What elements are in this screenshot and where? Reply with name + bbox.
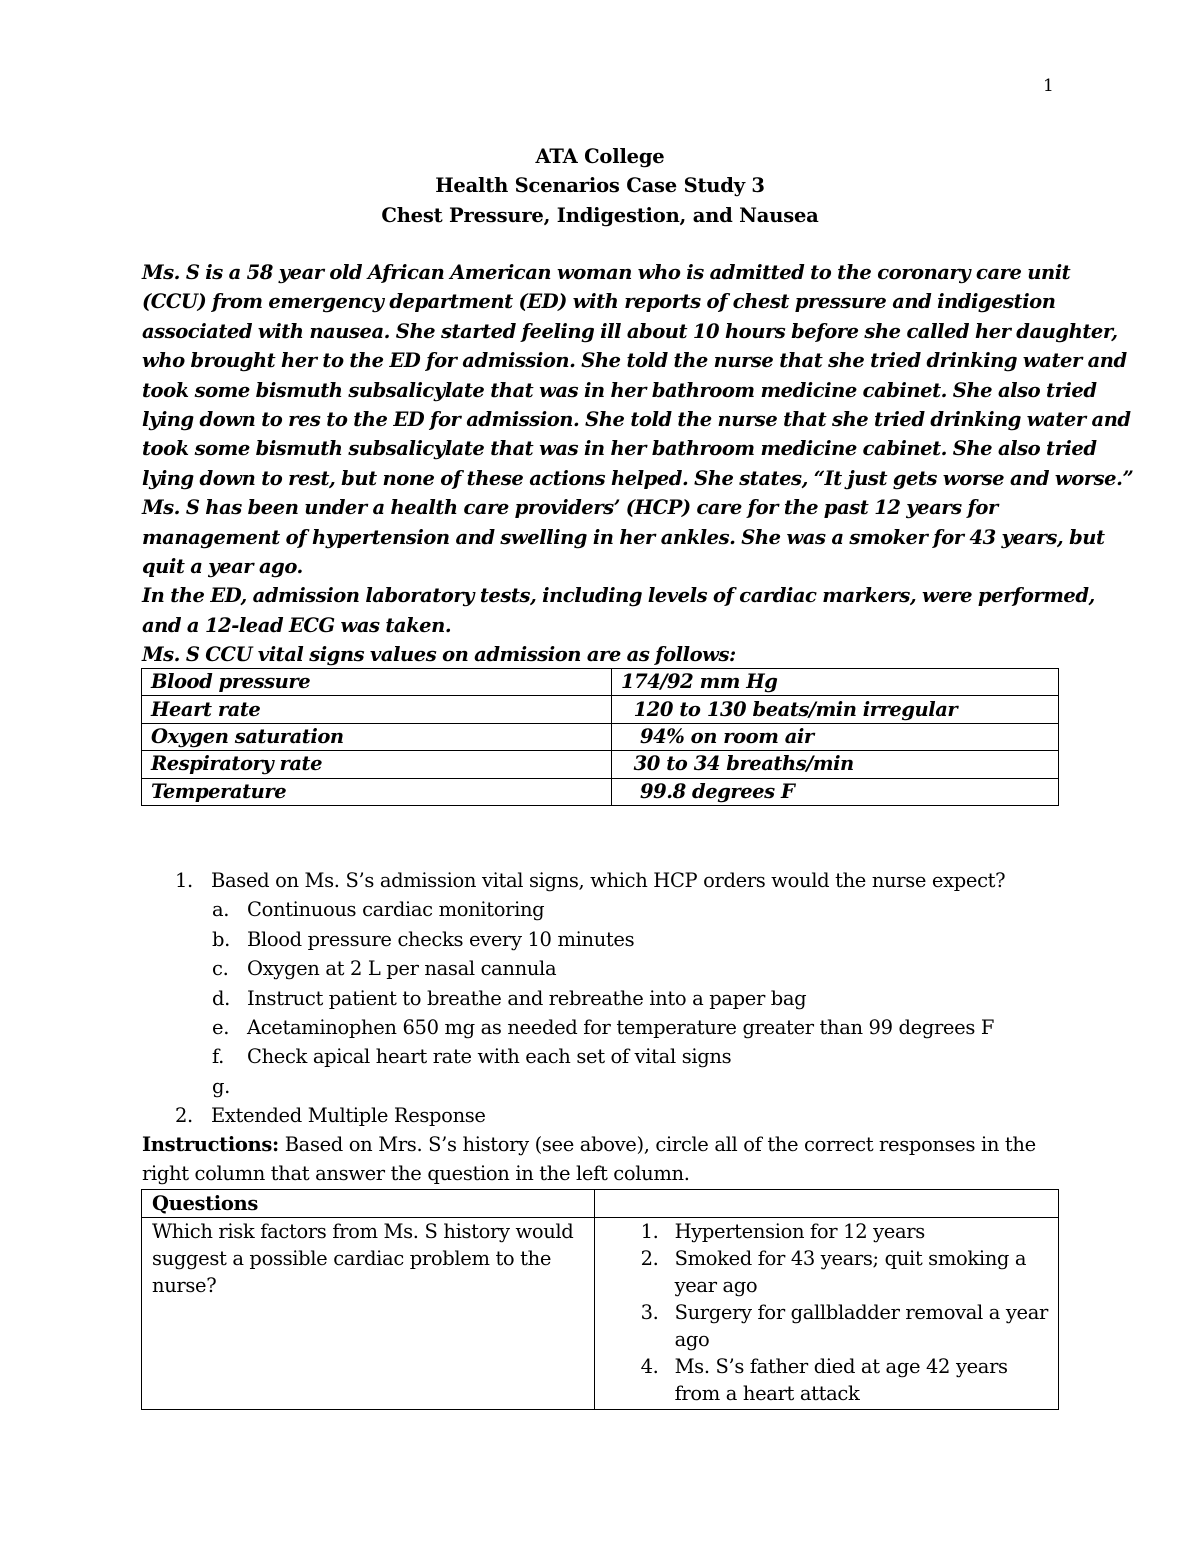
- response-text: Smoked for 43 years; quit smoking a: [674, 1247, 1027, 1270]
- option-text: Blood pressure checks every 10 minutes: [247, 927, 635, 951]
- response-number: 3.: [640, 1301, 659, 1324]
- scenario-line: In the ED, admission laboratory tests, including levels of cardiac markers, were performed,: [142, 584, 1095, 608]
- option-letter: a.: [212, 898, 230, 922]
- instructions: [142, 1130, 1062, 1189]
- option-letter: c.: [212, 957, 229, 981]
- header-responses: [594, 1190, 1058, 1218]
- vital-label: Respiratory rate: [142, 751, 612, 778]
- table-row: [142, 669, 1059, 696]
- table-row: [142, 751, 1059, 778]
- vital-label: Heart rate: [142, 696, 612, 723]
- responses-cell: [594, 1218, 1058, 1410]
- option-letter: f.: [212, 1045, 225, 1069]
- response-item[interactable]: [605, 1299, 1048, 1353]
- vital-label: Temperature: [142, 778, 612, 805]
- case-study-subtitle: Chest Pressure, Indigestion, and Nausea: [381, 203, 819, 227]
- option-letter: b.: [212, 927, 230, 951]
- scenario-line: associated with nausea. She started feeling ill about 10 hours before she called her daughter,: [142, 319, 1118, 343]
- extended-response-table: [141, 1189, 1059, 1410]
- response-item[interactable]: [605, 1218, 1048, 1245]
- response-text: Surgery for gallbladder removal a year: [674, 1301, 1048, 1324]
- option-text: Continuous cardiac monitoring: [247, 898, 545, 922]
- scenario-line: Ms. S CCU vital signs values on admission are as follows:: [142, 643, 736, 667]
- question-text: Based on Ms. S’s admission vital signs, which HCP orders would the nurse expect?: [211, 869, 1006, 892]
- scenario-line: and a 12-lead ECG was taken.: [142, 613, 452, 637]
- scenario-line: management of hypertension and swelling in her ankles. She was a smoker for 43 years, but: [142, 525, 1105, 549]
- scenario-line: (CCU) from emergency department (ED) with reports of chest pressure and indigestion: [142, 290, 1056, 314]
- instructions-text: Based on Mrs. S’s history (see above), circle all of the correct responses in the: [278, 1133, 1036, 1156]
- option-text: Check apical heart rate with each set of vital signs: [247, 1045, 732, 1069]
- response-text: year ago: [674, 1274, 758, 1297]
- response-number: 2.: [640, 1247, 659, 1270]
- vital-label: Oxygen saturation: [142, 723, 612, 750]
- scenario-text: [142, 258, 1134, 670]
- table-row: [142, 696, 1059, 723]
- table-row: [142, 1218, 1059, 1410]
- scenario-line: who brought her to the ED for admission. She told the nurse that she tried drinking water and: [142, 349, 1127, 373]
- scenario-line: took some bismuth subsalicylate that was in her bathroom medicine cabinet. She also tried: [142, 378, 1097, 402]
- scenario-line: lying down to rest, but none of these actions helped. She states, “It just gets worse and worse.”: [142, 466, 1134, 490]
- vital-value: 94% on room air: [612, 723, 1059, 750]
- response-item[interactable]: [605, 1245, 1048, 1299]
- option-text: Instruct patient to breathe and rebreathe into a paper bag: [247, 986, 807, 1010]
- question-line: Which risk factors from Ms. S history would: [152, 1220, 574, 1243]
- vital-value: 99.8 degrees F: [612, 778, 1059, 805]
- option-text: Oxygen at 2 L per nasal cannula: [247, 957, 557, 981]
- vital-value: 30 to 34 breaths/min: [612, 751, 1059, 778]
- case-study-title: Health Scenarios Case Study 3: [435, 174, 765, 198]
- question-number: 1.: [175, 869, 193, 892]
- table-row: [142, 778, 1059, 805]
- table-header-row: [142, 1190, 1059, 1218]
- response-number: 4.: [640, 1355, 659, 1378]
- table-row: [142, 723, 1059, 750]
- vital-value: 120 to 130 beats/min irregular: [612, 696, 1059, 723]
- question-text: Extended Multiple Response: [211, 1104, 486, 1128]
- scenario-line: Ms. S is a 58 year old African American woman who is admitted to the coronary care unit: [142, 261, 1071, 284]
- question-line: suggest a possible cardiac problem to the: [152, 1247, 552, 1270]
- option-letter: g.: [212, 1074, 230, 1098]
- response-item[interactable]: [605, 1353, 1048, 1407]
- scenario-line: quit a year ago.: [142, 555, 303, 579]
- college-name: ATA College: [535, 145, 665, 168]
- response-text: from a heart attack: [674, 1382, 860, 1405]
- response-text: Hypertension for 12 years: [674, 1220, 925, 1243]
- option-letter: e.: [212, 1015, 230, 1039]
- vital-label: Blood pressure: [142, 669, 612, 696]
- instructions-label: Instructions:: [142, 1133, 279, 1156]
- scenario-line: Ms. S has been under a health care providers’ (HCP) care for the past 12 years for: [142, 496, 998, 520]
- response-text: Ms. S’s father died at age 42 years: [674, 1355, 1008, 1378]
- scenario-line: took some bismuth subsalicylate that was in her bathroom medicine cabinet. She also tried: [142, 437, 1097, 461]
- instructions-text: right column that answer the question in the left column.: [142, 1162, 690, 1186]
- vital-signs-table: [141, 668, 1059, 806]
- title-block: [0, 142, 1200, 230]
- question-cell: [142, 1218, 595, 1410]
- question-number: 2.: [175, 1104, 193, 1128]
- header-questions: Questions: [142, 1190, 595, 1218]
- response-text: ago: [674, 1328, 710, 1351]
- vital-value: 174/92 mm Hg: [612, 669, 1059, 696]
- scenario-line: lying down to res to the ED for admission. She told the nurse that she tried drinking water and: [142, 408, 1131, 432]
- question-line: nurse?: [152, 1274, 217, 1297]
- response-number: 1.: [640, 1220, 659, 1243]
- page-number: 1: [1043, 76, 1054, 96]
- option-text: Acetaminophen 650 mg as needed for temperature greater than 99 degrees F: [247, 1015, 995, 1039]
- option-letter: d.: [212, 986, 230, 1010]
